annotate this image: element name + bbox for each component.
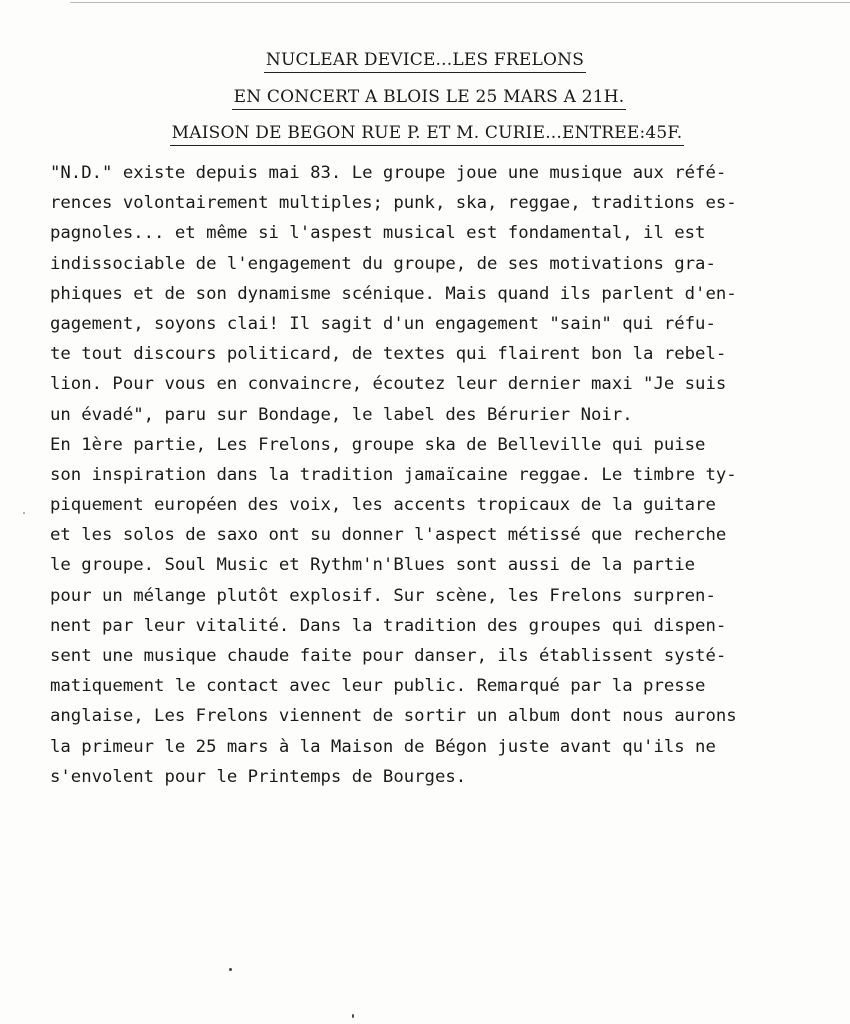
heading-concert-date [4,86,850,108]
body-line: sent une musique chaude faite pour danser, ils établissent systé- [50,646,727,666]
heading-band-names [0,49,850,71]
body-line: son inspiration dans la tradition jamaïcaine reggae. Le timbre ty- [50,464,737,485]
top-edge-rule [70,2,850,3]
article-body [50,158,840,792]
body-line: s'envolent pour le Printemps de Bourges. [50,766,467,787]
body-line: et les solos de saxo ont su donner l'aspect métissé que recherche [50,525,727,546]
scan-speck [229,968,232,971]
body-line: matiquement le contact avec leur public. Remarqué par la presse [50,676,706,697]
body-line: le groupe. Soul Music et Rythm'n'Blues sont aussi de la partie [50,555,696,576]
body-line: te tout discours politicard, de textes qui flairent bon la rebel- [50,344,727,365]
body-line: piquement européen des voix, les accents tropicaux de la guitare [50,495,716,516]
body-line: En 1ère partie, Les Frelons, groupe ska de Belleville qui puise [50,434,706,455]
scan-speck [352,1014,354,1018]
body-line: lion. Pour vous en convaincre, écoutez leur dernier maxi "Je suis [50,374,727,395]
scan-speck [23,512,25,514]
heading-venue-price-text: MAISON DE BEGON RUE P. ET M. CURIE...ENTREE:45F. [170,123,685,146]
body-line: anglaise, Les Frelons viennent de sortir un album dont nous aurons [50,706,737,727]
body-line: un évadé", paru sur Bondage, le label des Bérurier Noir. [50,404,633,425]
body-line: pour un mélange plutôt explosif. Sur scène, les Frelons surpren- [50,585,716,606]
body-line: indissociable de l'engagement du groupe, de ses motivations gra- [50,253,716,274]
body-line: phiques et de son dynamisme scénique. Mais quand ils parlent d'en- [50,283,737,304]
body-line: pagnoles... et même si l'aspest musical est fondamental, il est [50,223,706,244]
body-line: la primeur le 25 mars à la Maison de Bégon juste avant qu'ils ne [50,736,716,757]
body-line: nent par leur vitalité. Dans la tradition des groupes qui dispen- [50,615,727,636]
body-line: rences volontairement multiples; punk, ska, reggae, traditions es- [50,193,737,214]
body-line: "N.D." existe depuis mai 83. Le groupe joue une musique aux réfé- [50,163,727,183]
heading-venue-price [2,122,850,144]
heading-concert-date-text: EN CONCERT A BLOIS LE 25 MARS A 21H. [232,87,627,110]
body-line: gagement, soyons clai! Il sagit d'un engagement "sain" qui réfu- [50,313,716,334]
heading-band-names-text: NUCLEAR DEVICE...LES FRELONS [264,50,586,73]
